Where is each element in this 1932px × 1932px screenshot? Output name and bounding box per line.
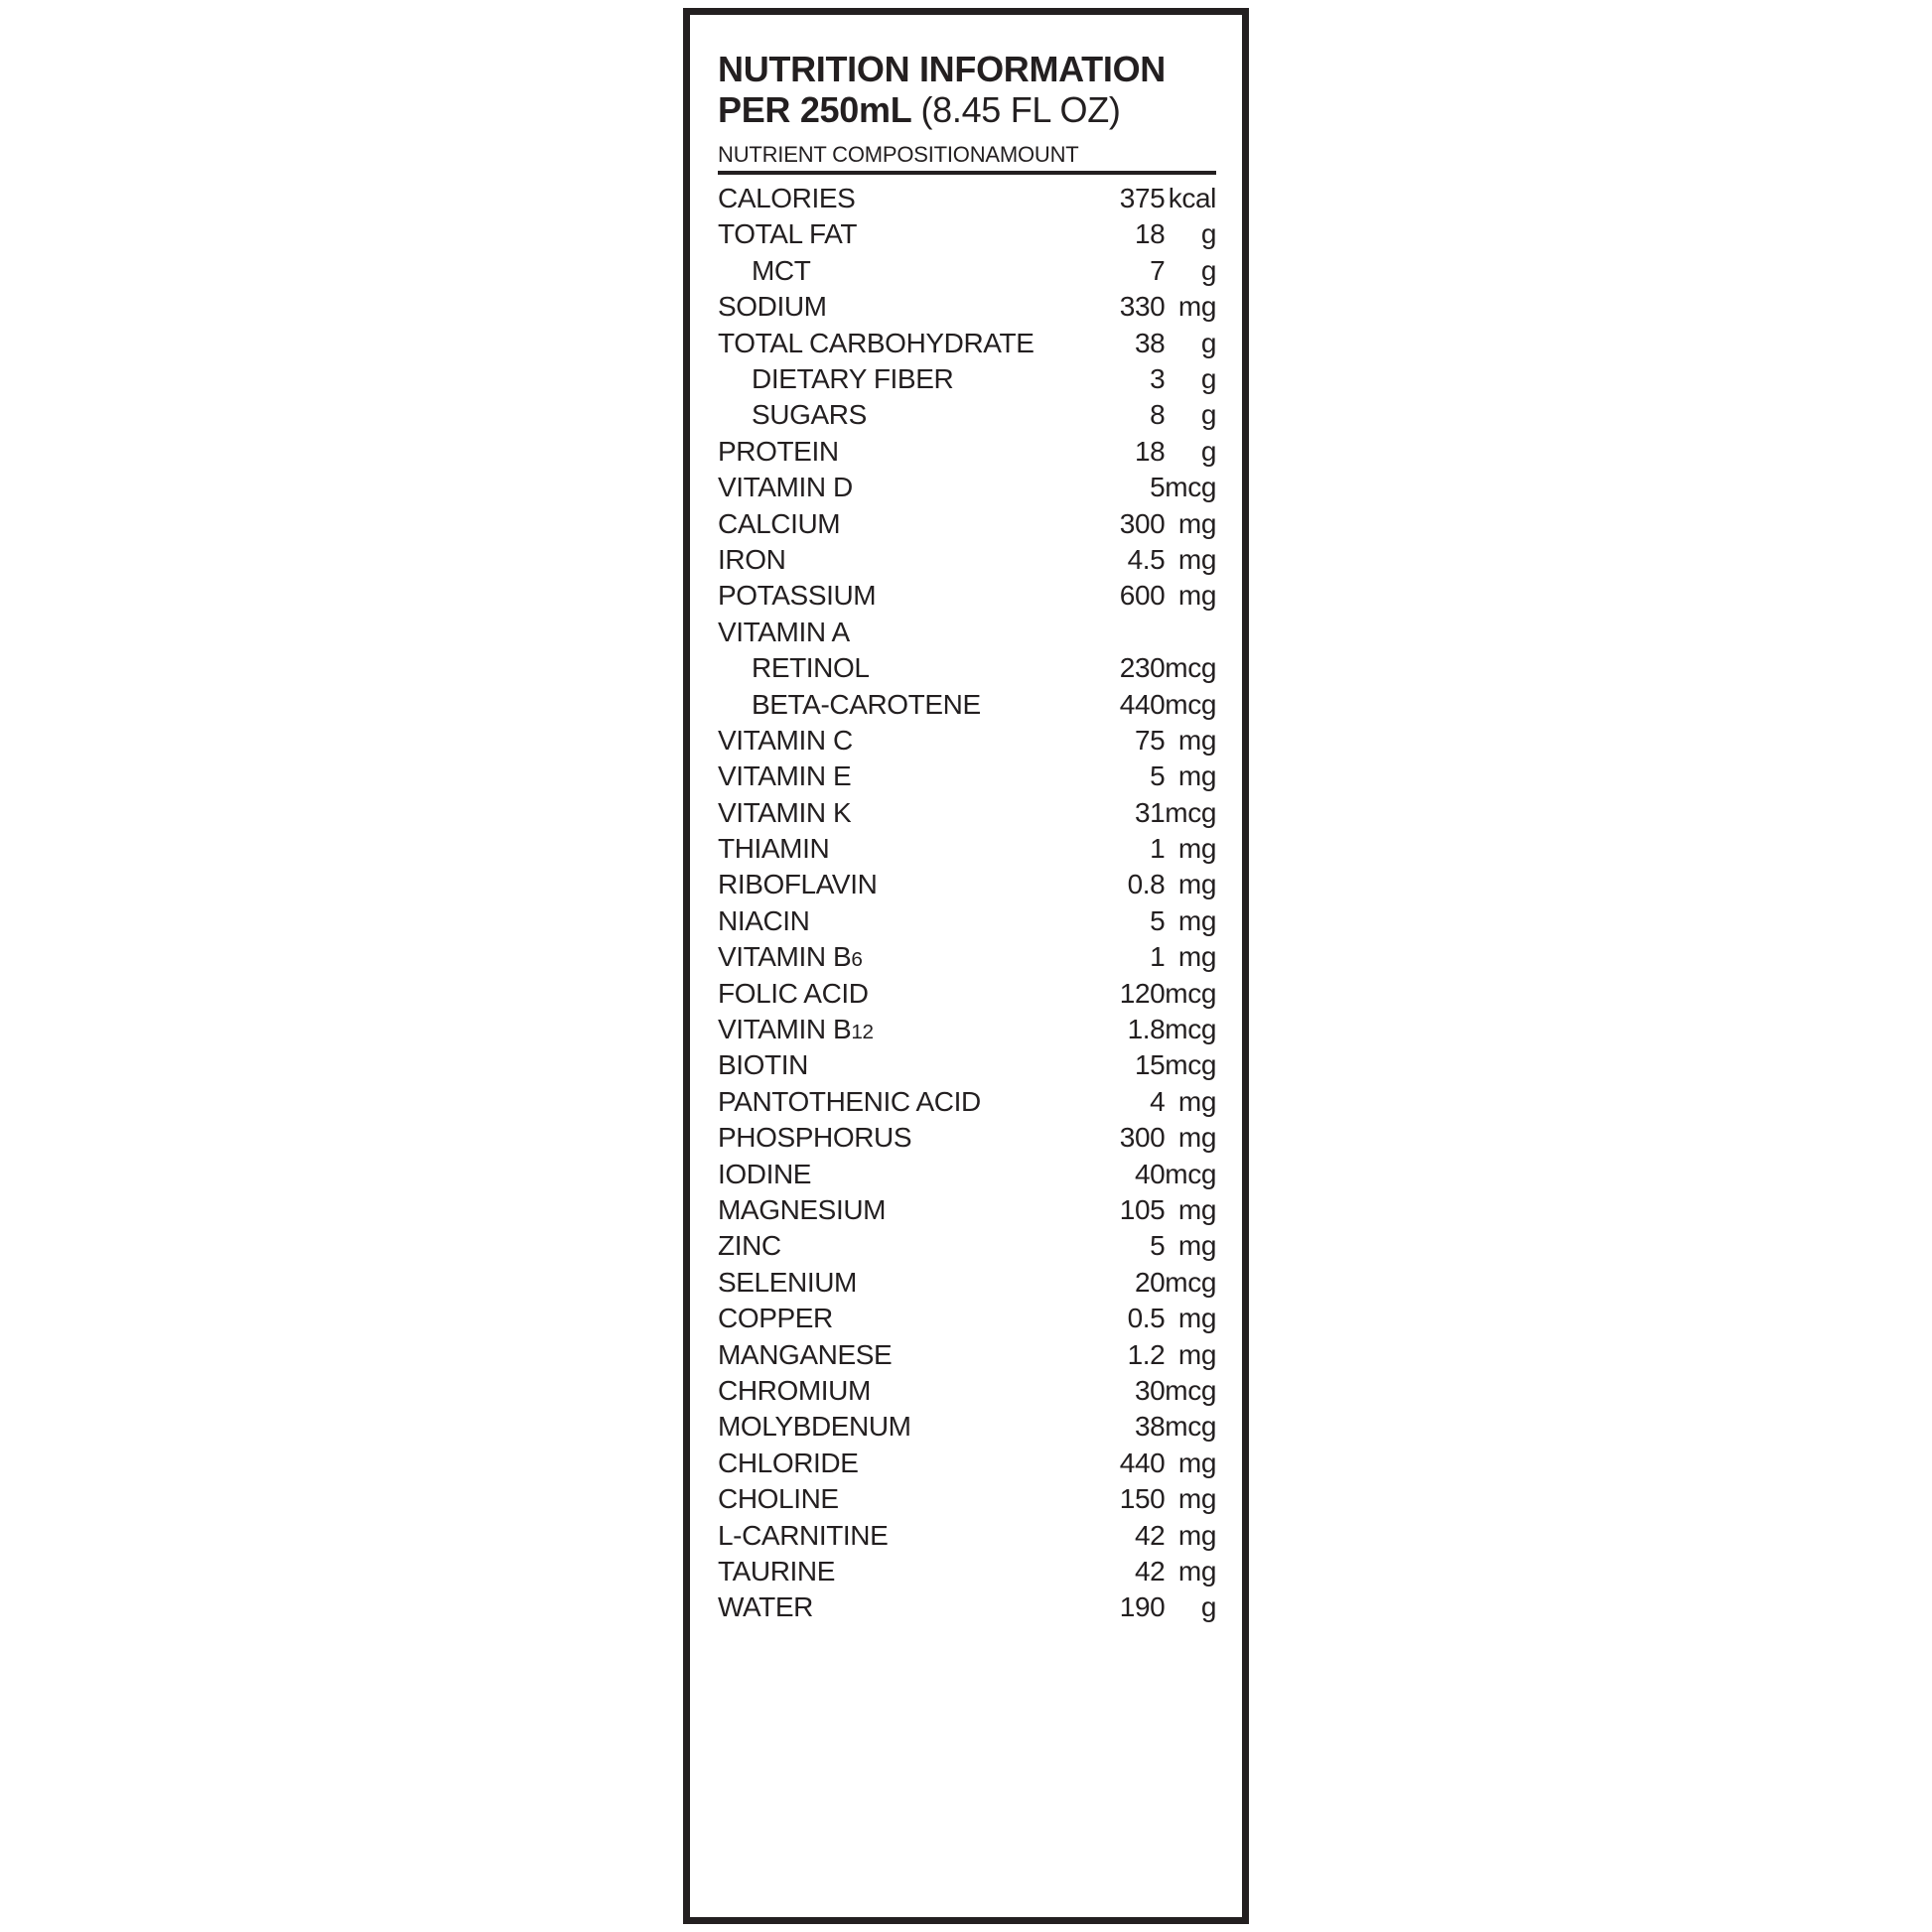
nutrient-row	[718, 976, 1216, 1012]
nutrient-amount: 5	[1150, 1230, 1166, 1262]
nutrient-unit: g	[1200, 218, 1216, 250]
nutrient-row	[718, 1120, 1216, 1156]
nutrient-amount: 1	[1150, 833, 1166, 865]
nutrient-name: RIBOFLAVIN	[718, 869, 878, 900]
nutrient-row	[718, 1409, 1216, 1445]
nutrient-amount: 4.5	[1127, 543, 1166, 575]
nutrient-row	[718, 470, 1216, 505]
nutrient-name: MCT	[752, 254, 811, 286]
nutrient-unit: mcg	[1165, 796, 1216, 828]
nutrient-name: MAGNESIUM	[718, 1194, 887, 1225]
nutrient-row	[718, 1481, 1216, 1517]
nutrient-unit: mg	[1177, 904, 1216, 936]
nutrient-unit: kcal	[1168, 183, 1216, 214]
nutrient-amount: 5	[1150, 760, 1166, 792]
nutrients-table	[718, 181, 1216, 1626]
column-header-amount: AMOUNT	[985, 142, 1079, 168]
nutrient-unit: mg	[1177, 507, 1216, 539]
nutrient-row	[718, 903, 1216, 939]
nutrient-unit: g	[1200, 1591, 1216, 1623]
nutrient-amount: 440	[1119, 688, 1166, 720]
nutrient-unit: mg	[1177, 1483, 1216, 1515]
nutrient-unit: g	[1200, 363, 1216, 395]
nutrients-table-body	[718, 181, 1216, 1626]
nutrient-name: PANTOTHENIC ACID	[718, 1085, 981, 1117]
nutrient-name: L-CARNITINE	[718, 1519, 889, 1551]
nutrient-unit: mg	[1177, 1555, 1216, 1587]
nutrient-amount: 5	[1150, 472, 1166, 503]
nutrient-amount: 31	[1134, 796, 1166, 828]
nutrient-amount: 42	[1134, 1519, 1166, 1551]
nutrient-amount: 190	[1119, 1591, 1166, 1623]
nutrient-amount: 42	[1134, 1555, 1166, 1587]
nutrient-name: POTASSIUM	[718, 580, 877, 612]
nutrient-unit: g	[1200, 399, 1216, 431]
nutrient-row	[718, 434, 1216, 470]
nutrition-information-panel	[683, 8, 1249, 1924]
nutrient-unit: g	[1200, 435, 1216, 467]
nutrient-unit: mg	[1177, 1194, 1216, 1225]
nutrient-amount: 105	[1119, 1194, 1166, 1225]
nutrient-row	[718, 289, 1216, 325]
nutrient-name: DIETARY FIBER	[752, 363, 954, 395]
nutrient-amount: 440	[1119, 1447, 1166, 1478]
nutrient-name: PHOSPHORUS	[718, 1122, 912, 1154]
nutrient-amount: 0.8	[1127, 869, 1166, 900]
nutrient-name: VITAMIN B12	[718, 1014, 874, 1045]
nutrient-unit: mg	[1177, 1303, 1216, 1334]
column-header-nutrient: NUTRIENT COMPOSITION	[718, 142, 986, 168]
nutrient-name: CALORIES	[718, 183, 856, 214]
nutrient-unit: g	[1200, 254, 1216, 286]
nutrient-unit: mcg	[1165, 1411, 1216, 1443]
nutrient-amount: 38	[1134, 1411, 1166, 1443]
title-line-2	[718, 89, 1216, 130]
nutrient-name: TAURINE	[718, 1555, 836, 1587]
nutrient-row	[718, 397, 1216, 433]
nutrient-unit: mcg	[1165, 688, 1216, 720]
nutrient-amount: 330	[1119, 291, 1166, 323]
nutrient-unit: mcg	[1165, 472, 1216, 503]
nutrient-row	[718, 1337, 1216, 1373]
nutrient-row	[718, 1518, 1216, 1554]
nutrient-unit: mcg	[1165, 977, 1216, 1009]
nutrient-name: CALCIUM	[718, 507, 841, 539]
nutrient-unit: mg	[1177, 1519, 1216, 1551]
nutrient-amount: 18	[1134, 218, 1166, 250]
nutrient-name: COPPER	[718, 1303, 833, 1334]
nutrient-amount	[1048, 615, 1165, 650]
nutrient-name: VITAMIN K	[718, 796, 852, 828]
nutrient-row	[718, 1157, 1216, 1192]
nutrient-amount: 600	[1119, 580, 1166, 612]
nutrient-amount: 120	[1119, 977, 1166, 1009]
nutrient-row	[718, 831, 1216, 867]
panel-title	[718, 49, 1216, 130]
nutrient-name: PROTEIN	[718, 435, 839, 467]
nutrient-row	[718, 1554, 1216, 1589]
nutrient-amount: 1	[1150, 941, 1166, 973]
nutrient-amount: 8	[1150, 399, 1166, 431]
nutrient-row	[718, 1446, 1216, 1481]
nutrient-row	[718, 1228, 1216, 1264]
nutrient-unit: mcg	[1165, 1374, 1216, 1406]
nutrient-unit: mg	[1177, 1338, 1216, 1370]
nutrient-amount: 38	[1134, 327, 1166, 358]
nutrient-name: CHROMIUM	[718, 1374, 871, 1406]
nutrient-row	[718, 1192, 1216, 1228]
nutrient-name: IRON	[718, 543, 786, 575]
nutrient-row	[718, 1301, 1216, 1336]
nutrient-amount: 18	[1134, 435, 1166, 467]
nutrient-unit: mg	[1177, 941, 1216, 973]
nutrient-name: CHLORIDE	[718, 1447, 859, 1478]
nutrient-row	[718, 253, 1216, 289]
nutrient-unit: g	[1200, 327, 1216, 358]
nutrient-unit: mcg	[1165, 1014, 1216, 1045]
nutrient-name: VITAMIN C	[718, 724, 853, 756]
nutrient-amount: 30	[1134, 1374, 1166, 1406]
nutrient-name: IODINE	[718, 1158, 812, 1189]
nutrient-row	[718, 542, 1216, 578]
nutrient-name: RETINOL	[752, 652, 870, 684]
nutrient-amount: 40	[1134, 1158, 1166, 1189]
nutrient-row	[718, 1589, 1216, 1625]
nutrient-row	[718, 723, 1216, 759]
nutrient-amount: 375	[1119, 183, 1166, 214]
nutrient-name: VITAMIN B6	[718, 941, 863, 973]
nutrient-row	[718, 1012, 1216, 1047]
nutrient-amount: 0.5	[1127, 1303, 1166, 1334]
nutrient-unit: mg	[1177, 833, 1216, 865]
nutrient-unit: mcg	[1165, 1266, 1216, 1298]
nutrient-name: NIACIN	[718, 904, 810, 936]
nutrient-amount: 75	[1134, 724, 1166, 756]
nutrient-name: BETA-CAROTENE	[752, 688, 981, 720]
nutrient-row	[718, 181, 1216, 216]
nutrient-amount: 3	[1150, 363, 1166, 395]
nutrient-row	[718, 615, 1216, 650]
nutrient-row	[718, 1047, 1216, 1083]
nutrient-name: VITAMIN D	[718, 472, 853, 503]
serving-size: PER 250mL	[718, 89, 911, 131]
nutrient-amount: 150	[1119, 1483, 1166, 1515]
nutrient-row	[718, 759, 1216, 794]
nutrient-row	[718, 939, 1216, 975]
nutrient-row	[718, 326, 1216, 361]
nutrient-name: BIOTIN	[718, 1049, 808, 1081]
nutrient-row	[718, 1084, 1216, 1120]
nutrient-row	[718, 1373, 1216, 1409]
title-line-1: NUTRITION INFORMATION	[718, 49, 1166, 89]
nutrient-unit: mg	[1177, 869, 1216, 900]
nutrient-unit: mg	[1177, 1230, 1216, 1262]
nutrient-amount: 5	[1150, 904, 1166, 936]
nutrient-row	[718, 650, 1216, 686]
nutrient-name: SELENIUM	[718, 1266, 857, 1298]
nutrient-unit: mg	[1177, 724, 1216, 756]
nutrient-name: WATER	[718, 1591, 813, 1623]
nutrient-amount: 1.8	[1127, 1014, 1166, 1045]
nutrient-amount: 300	[1119, 507, 1166, 539]
nutrient-name: MOLYBDENUM	[718, 1411, 911, 1443]
nutrient-row	[718, 795, 1216, 831]
nutrient-unit	[1165, 615, 1216, 650]
nutrient-unit: mg	[1177, 1122, 1216, 1154]
nutrient-name: SODIUM	[718, 291, 827, 323]
nutrient-name: SUGARS	[752, 399, 867, 431]
nutrient-row	[718, 578, 1216, 614]
nutrient-name: CHOLINE	[718, 1483, 839, 1515]
nutrient-name: VITAMIN E	[718, 760, 852, 792]
nutrient-unit: mg	[1177, 760, 1216, 792]
nutrient-row	[718, 361, 1216, 397]
nutrient-row	[718, 867, 1216, 902]
nutrient-name: TOTAL FAT	[718, 218, 858, 250]
nutrient-unit: mg	[1177, 291, 1216, 323]
nutrient-name: FOLIC ACID	[718, 977, 869, 1009]
nutrient-row	[718, 506, 1216, 542]
nutrient-amount: 20	[1134, 1266, 1166, 1298]
nutrient-amount: 230	[1119, 652, 1166, 684]
nutrient-unit: mcg	[1165, 1158, 1216, 1189]
nutrient-row	[718, 687, 1216, 723]
nutrient-name: MANGANESE	[718, 1338, 893, 1370]
nutrient-name: THIAMIN	[718, 833, 830, 865]
nutrient-unit: mg	[1177, 1085, 1216, 1117]
nutrient-amount: 7	[1150, 254, 1166, 286]
nutrient-row	[718, 216, 1216, 252]
nutrient-name: VITAMIN A	[718, 616, 850, 647]
nutrient-unit: mcg	[1165, 1049, 1216, 1081]
column-headers	[718, 142, 1216, 175]
nutrient-unit: mg	[1177, 543, 1216, 575]
nutrient-amount: 15	[1134, 1049, 1166, 1081]
nutrient-name: ZINC	[718, 1230, 781, 1262]
nutrient-row	[718, 1265, 1216, 1301]
nutrient-unit: mg	[1177, 580, 1216, 612]
serving-size-imperial: (8.45 FL OZ)	[920, 89, 1121, 131]
nutrient-amount: 300	[1119, 1122, 1166, 1154]
nutrient-name: TOTAL CARBOHYDRATE	[718, 327, 1035, 358]
nutrient-amount: 1.2	[1127, 1338, 1166, 1370]
nutrient-unit: mg	[1177, 1447, 1216, 1478]
nutrient-amount: 4	[1150, 1085, 1166, 1117]
nutrient-unit: mcg	[1165, 652, 1216, 684]
